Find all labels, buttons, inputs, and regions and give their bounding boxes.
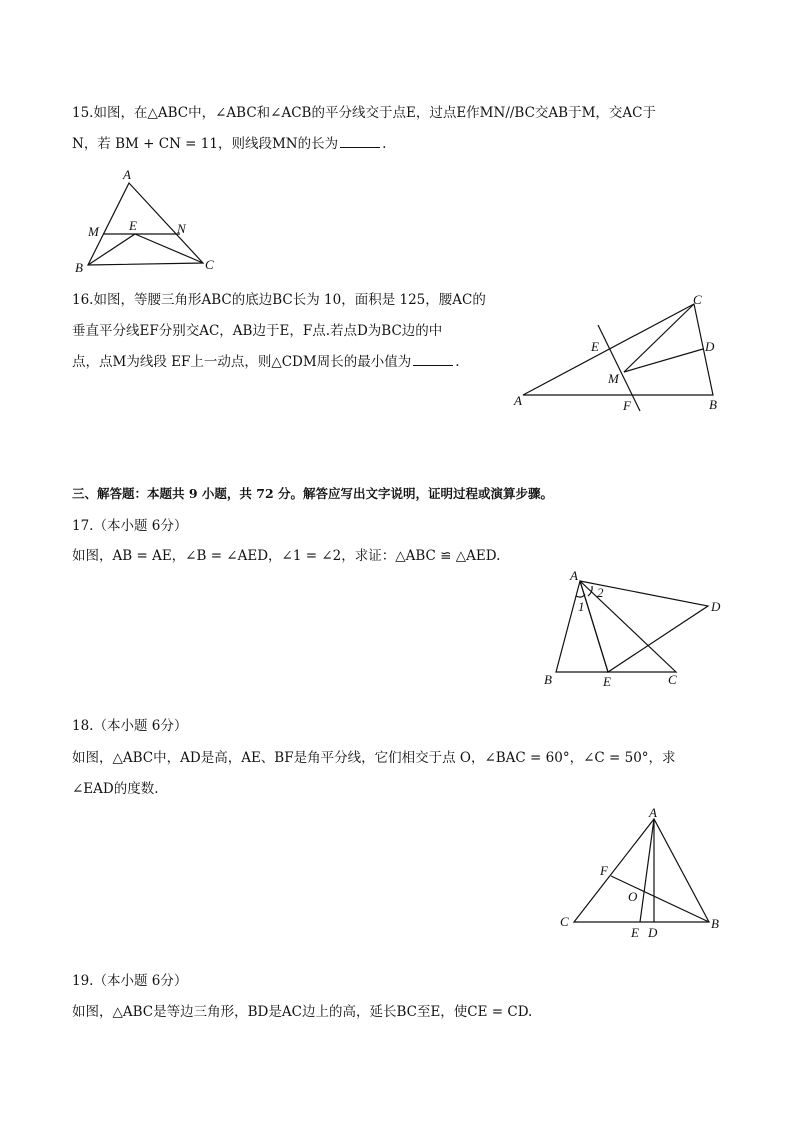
- q17-label-b: B: [544, 672, 552, 687]
- q16-label-a: A: [514, 393, 522, 408]
- q15-label-e: E: [129, 218, 137, 233]
- q18-label-o: O: [628, 889, 638, 904]
- q15-label-m: M: [88, 224, 99, 239]
- q19-text: 如图，△ABC是等边三角形，BD是AC边上的高，延长BC至E，使CE = CD.: [72, 1004, 533, 1020]
- q18-line-1: 如图，△ABC中，AD是高，AE、BF是角平分线，它们相交于点 O，∠BAC = 60°，∠C = 50°，求: [72, 750, 676, 766]
- q16-line-2: 垂直平分线EF分别交AC，AB边于E，F点.若点D为BC边的中: [72, 323, 443, 339]
- q18-label-a: A: [649, 805, 657, 820]
- section-3-heading: 三、解答题：本题共 9 小题，共 72 分。解答应写出文字说明，证明过程或演算步骤。: [72, 486, 554, 501]
- q19-title: 19.（本小题 6分）: [72, 973, 188, 989]
- q15-label-n: N: [177, 221, 186, 236]
- q16-line-3-text: 点，点M为线段 EF上一动点，则△CDM周长的最小值为: [72, 354, 412, 370]
- q15-line-2-text: N，若 BM + CN = 11，则线段MN的长为: [72, 136, 339, 152]
- q18-label-e: E: [631, 925, 639, 940]
- q18-line-2: ∠EAD的度数.: [72, 781, 159, 797]
- q16-label-d: D: [705, 339, 715, 354]
- q16-line-1: 16.如图，等腰三角形ABC的底边BC长为 10，面积是 125，腰AC的: [72, 292, 486, 308]
- q18-label-b: B: [711, 916, 719, 931]
- q17-label-d: D: [711, 599, 721, 614]
- q15-label-c: C: [205, 257, 214, 272]
- q15-label-a: A: [123, 167, 131, 182]
- q15-line-2-end: .: [382, 136, 387, 152]
- q17-title: 17.（本小题 6分）: [72, 518, 188, 534]
- q15-line-1: 15.如图，在△ABC中，∠ABC和∠ACB的平分线交于点E，过点E作MN//BC交AB于M，交AC于: [72, 105, 656, 121]
- q17-label-c: C: [668, 672, 677, 687]
- q15-label-b: B: [75, 260, 83, 275]
- q18-bisector-bf: [611, 876, 709, 922]
- q17-label-2: 2: [597, 585, 604, 600]
- q18-label-c: C: [560, 914, 569, 929]
- q17-label-1: 1: [578, 599, 585, 614]
- q17-label-a: A: [570, 568, 578, 583]
- q16-label-c: C: [693, 292, 702, 307]
- q16-label-b: B: [709, 397, 717, 412]
- q18-label-f: F: [600, 863, 608, 878]
- q16-label-f: F: [623, 398, 631, 413]
- q16-label-e: E: [591, 339, 599, 354]
- q17-label-e: E: [603, 674, 611, 689]
- q16-line-3-end: .: [455, 354, 460, 370]
- q16-label-m: M: [608, 371, 619, 386]
- q18-label-d: D: [648, 925, 658, 940]
- q18-title: 18.（本小题 6分）: [72, 718, 188, 734]
- q17-text: 如图，AB = AE，∠B = ∠AED，∠1 = ∠2，求证：△ABC ≌ △AED.: [72, 548, 501, 564]
